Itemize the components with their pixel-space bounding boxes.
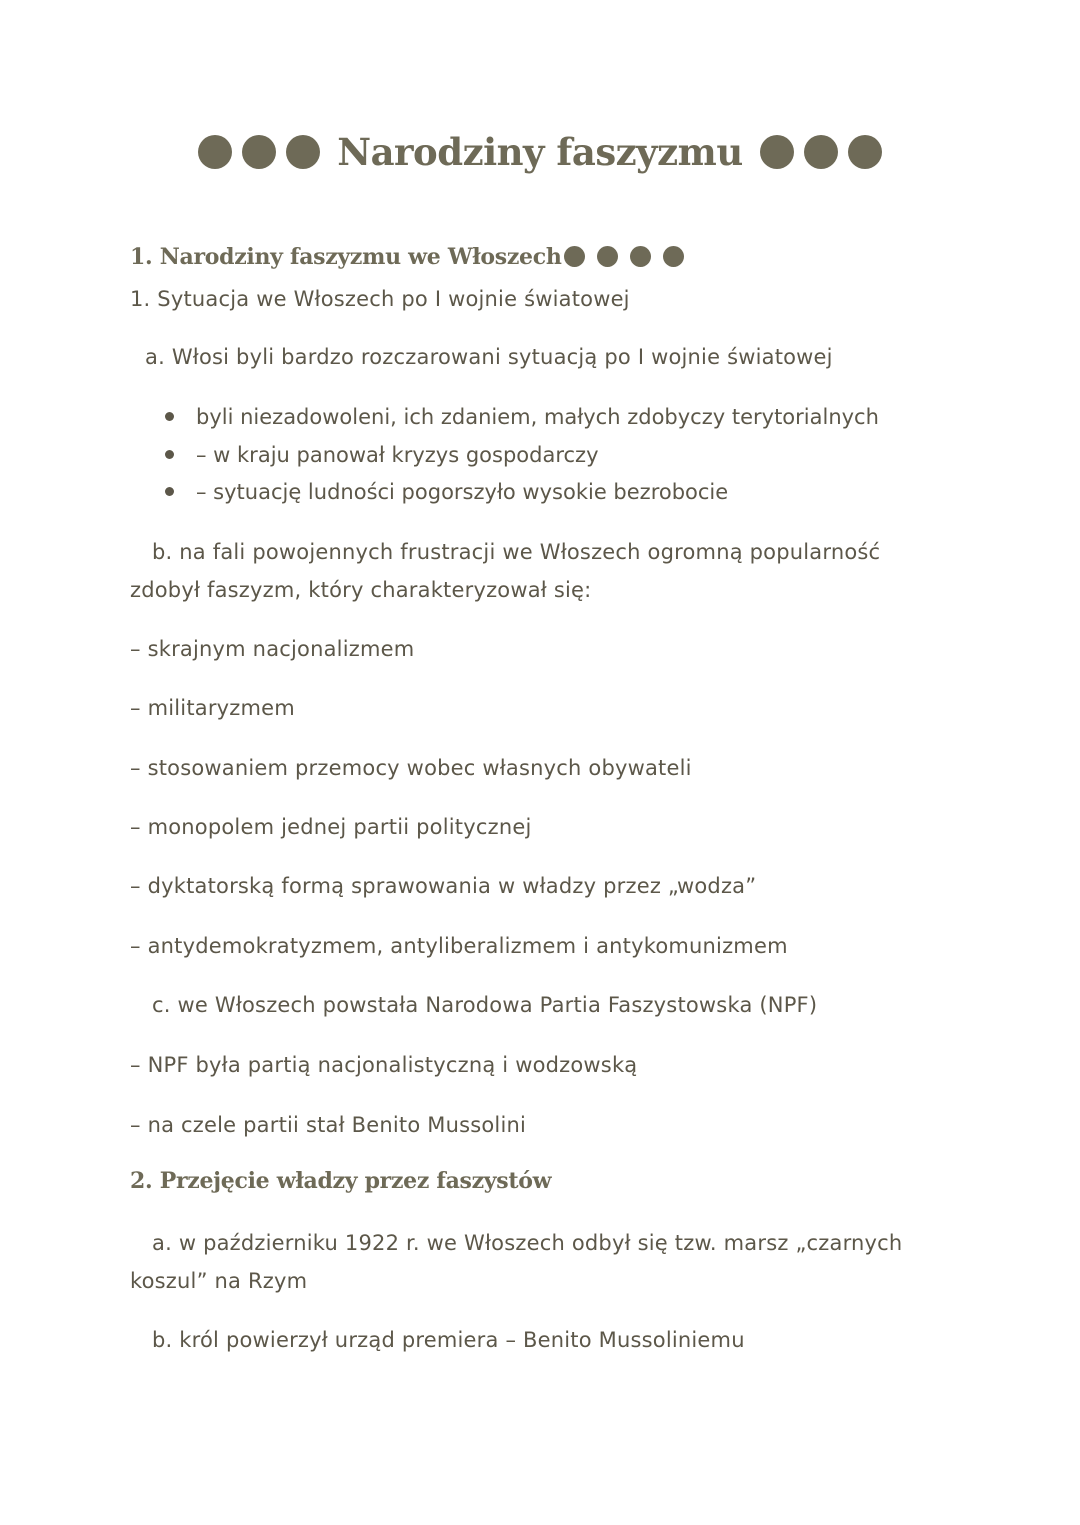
list-item: [165, 480, 728, 504]
trait-item: – antydemokratyzmem, antyliberalizmem i antykomunizmem: [130, 934, 788, 958]
section-2-point-a-line-2: koszul” na Rzym: [130, 1269, 308, 1293]
section-1-subheading: 1. Sytuacja we Włoszech po I wojnie światowej: [130, 287, 630, 311]
npf-item: – NPF była partią nacjonalistyczną i wodzowską: [130, 1053, 638, 1077]
circle-icon: [286, 135, 320, 169]
section-2-point-b: b. król powierzył urząd premiera – Benito Mussoliniemu: [152, 1328, 745, 1352]
trait-item: – stosowaniem przemocy wobec własnych obywateli: [130, 756, 692, 780]
section-2-heading: 2. Przejęcie władzy przez faszystów: [130, 1168, 552, 1194]
page-title: Narodziny faszyzmu: [337, 130, 743, 174]
bullet-icon: [165, 487, 174, 496]
bullet-text: – sytuację ludności pogorszyło wysokie bezrobocie: [196, 480, 729, 504]
point-a: a. Włosi byli bardzo rozczarowani sytuacją po I wojnie światowej: [145, 345, 833, 369]
circle-icon: [804, 135, 838, 169]
circle-icon: [848, 135, 882, 169]
circle-icon: [760, 135, 794, 169]
section-2-point-a-line-1: a. w październiku 1922 r. we Włoszech odbył się tzw. marsz „czarnych: [152, 1231, 903, 1255]
trait-item: – monopolem jednej partii politycznej: [130, 815, 532, 839]
circle-icon: [597, 246, 618, 267]
circle-icon: [630, 246, 651, 267]
trait-item: – dyktatorską formą sprawowania w władzy przez „wodza”: [130, 874, 757, 898]
point-b-line-1: b. na fali powojennych frustracji we Włoszech ogromną popularność: [152, 540, 881, 564]
section-1-heading: 1. Narodziny faszyzmu we Włoszech: [130, 244, 562, 270]
bullet-icon: [165, 450, 174, 459]
bullet-icon: [165, 412, 174, 421]
circle-icon: [198, 135, 232, 169]
bullet-text: byli niezadowoleni, ich zdaniem, małych zdobyczy terytorialnych: [196, 405, 879, 429]
trait-item: – skrajnym nacjonalizmem: [130, 637, 415, 661]
circle-icon: [564, 246, 585, 267]
page-title-row: [0, 130, 1080, 174]
npf-item: – na czele partii stał Benito Mussolini: [130, 1113, 527, 1137]
list-item: [165, 405, 879, 429]
point-c: c. we Włoszech powstała Narodowa Partia Faszystowska (NPF): [152, 993, 818, 1017]
title-dots-right: [760, 135, 882, 169]
circle-icon: [663, 246, 684, 267]
section-1-heading-row: [130, 244, 684, 270]
bullet-text: – w kraju panował kryzys gospodarczy: [196, 443, 599, 467]
list-item: [165, 443, 599, 467]
section-1-dots: [564, 246, 684, 267]
point-b-line-2: zdobył faszyzm, który charakteryzował się:: [130, 578, 592, 602]
circle-icon: [242, 135, 276, 169]
trait-item: – militaryzmem: [130, 696, 295, 720]
title-dots-left: [198, 135, 320, 169]
